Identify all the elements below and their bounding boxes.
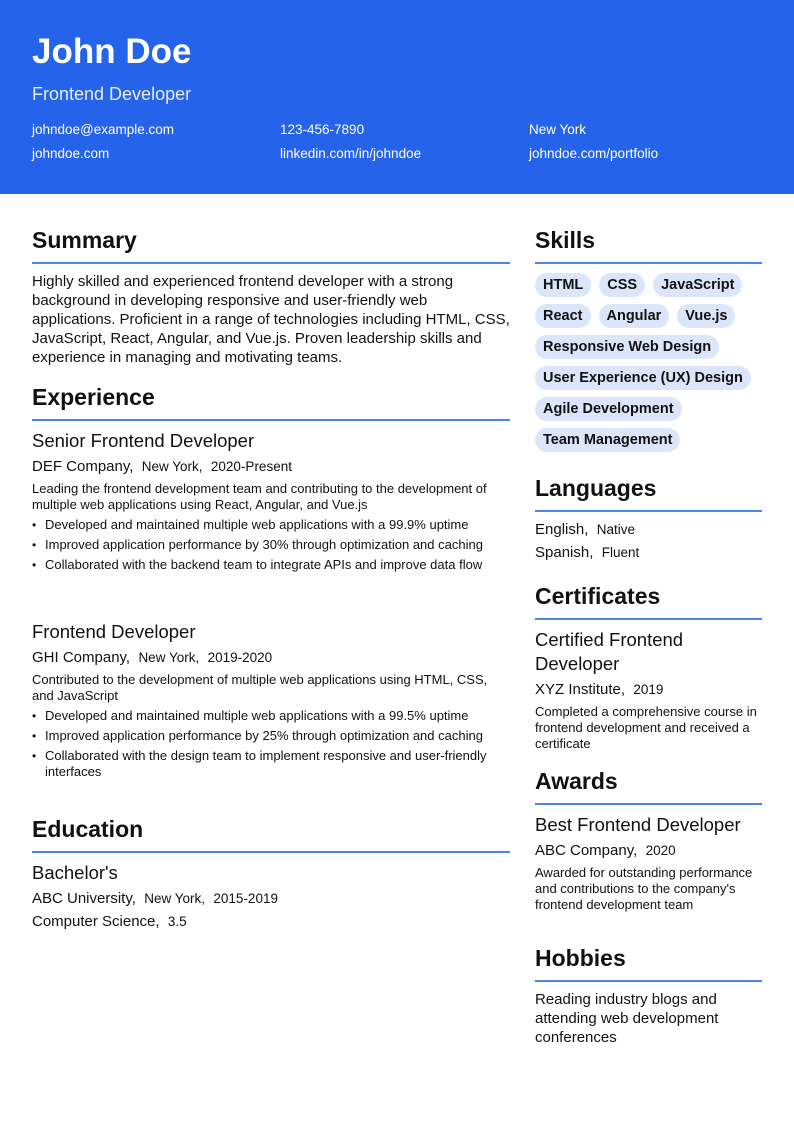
languages-divider [535,510,762,512]
job-title: Frontend Developer [32,621,196,642]
skills-heading: Skills [535,227,596,253]
hobbies-heading: Hobbies [535,945,626,971]
education-field-row [32,912,187,932]
job-company: GHI Company, [32,649,131,666]
job-bullet: • Developed and maintained multiple web applications with a 99.9% uptime [32,517,510,533]
education-field: Computer Science, [32,913,160,930]
job-title: Senior Frontend Developer [32,430,255,451]
education-dates: 2015-2019 [213,891,278,906]
job-meta [32,648,272,668]
job-description: Leading the frontend development team and contributing to the development of multiple web applications using React, Angular, and Vue.js [32,481,487,512]
job-bullets [32,708,510,784]
languages-heading: Languages [535,475,657,501]
job-meta [32,457,292,477]
job-dates: 2020-Present [210,459,292,474]
education-heading: Education [32,816,144,842]
award-meta [535,841,676,861]
job-bullet: • Collaborated with the design team to implement responsive and user-friendly interfaces [32,748,510,780]
candidate-name: John Doe [32,32,192,71]
contact-phone[interactable]: 123-456-7890 [280,122,365,137]
skill-chip: Agile Development [535,397,682,421]
education-location: New York, [144,891,206,906]
education-meta [32,889,278,909]
language-item [535,520,635,540]
skill-chip: Team Management [535,428,680,452]
job-dates: 2019-2020 [207,650,273,665]
education-school: ABC University, [32,890,136,907]
certificate-description: Completed a comprehensive course in frontend development and received a certificate [535,704,757,751]
skill-chip: Responsive Web Design [535,335,719,359]
skill-chip: HTML [535,273,591,297]
award-description: Awarded for outstanding performance and contributions to the company's frontend development team [535,865,753,912]
awards-heading: Awards [535,768,618,794]
job-bullet: • Collaborated with the backend team to integrate APIs and improve data flow [32,557,510,573]
contact-linkedin[interactable]: linkedin.com/in/johndoe [280,146,422,161]
candidate-title: Frontend Developer [32,84,192,104]
hobbies-divider [535,980,762,982]
certificates-heading: Certificates [535,583,661,609]
certificates-divider [535,618,762,620]
skill-chip: User Experience (UX) Design [535,366,751,390]
skills-divider [535,262,762,264]
skill-chip: Vue.js [677,304,735,328]
skill-chip: JavaScript [653,273,742,297]
language-level: Fluent [601,545,640,560]
summary-heading: Summary [32,227,137,253]
language-name: English, [535,521,589,538]
resume-header [0,0,794,194]
language-name: Spanish, [535,544,594,561]
certificate-issuer: XYZ Institute, [535,681,626,698]
job-bullet: • Improved application performance by 30% through optimization and caching [32,537,510,553]
awards-divider [535,803,762,805]
award-title: Best Frontend Developer [535,814,741,835]
job-company: DEF Company, [32,458,134,475]
contact-location: New York [529,122,587,137]
skill-chip: Angular [599,304,670,328]
experience-divider [32,419,510,421]
education-gpa: 3.5 [167,914,187,929]
certificate-meta [535,680,663,700]
contact-email[interactable]: johndoe@example.com [32,122,175,137]
summary-text: Highly skilled and experienced frontend developer with a strong background in developing responsive and user-friendly web applications. Proficient in a range of technologies including HTML, CSS, JavaScript, React, Angular, and Vue.js. Proven leadership skills and experience in managing and motivating teams. [32,273,510,366]
language-level: Native [596,522,635,537]
summary-divider [32,262,510,264]
job-bullet: • Improved application performance by 25% through optimization and caching [32,728,510,744]
contact-website[interactable]: johndoe.com [32,146,110,161]
award-year: 2020 [645,843,676,858]
skill-chip: CSS [599,273,645,297]
education-degree: Bachelor's [32,862,118,883]
education-divider [32,851,510,853]
job-description: Contributed to the development of multiple web applications using HTML, CSS, and JavaScript [32,672,488,703]
experience-heading: Experience [32,384,155,410]
language-item [535,543,639,563]
job-location: New York, [141,459,203,474]
skill-chip: React [535,304,591,328]
skills-list [535,273,765,459]
job-bullet: • Developed and maintained multiple web applications with a 99.5% uptime [32,708,510,724]
certificate-title: Certified Frontend Developer [535,629,684,674]
job-location: New York, [138,650,200,665]
contact-portfolio[interactable]: johndoe.com/portfolio [529,146,659,161]
certificate-year: 2019 [633,682,664,697]
job-bullets [32,517,510,577]
award-issuer: ABC Company, [535,842,638,859]
hobbies-text: Reading industry blogs and attending web development conferences [535,991,719,1046]
